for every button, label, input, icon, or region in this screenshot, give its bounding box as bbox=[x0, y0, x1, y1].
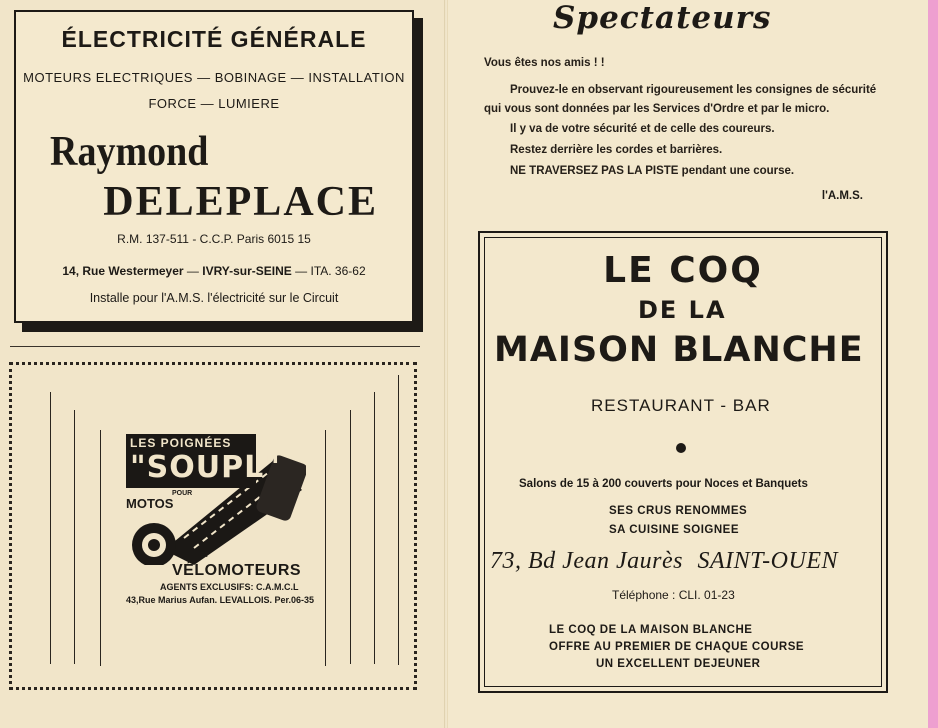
ad-shadow-right bbox=[414, 18, 423, 332]
coq-title-line1: LE COQ bbox=[603, 250, 763, 291]
vertical-rule bbox=[398, 375, 399, 665]
bullet-dot bbox=[676, 443, 686, 453]
spectateurs-line: NE TRAVERSEZ PAS LA PISTE pendant une course. bbox=[510, 165, 795, 177]
spectateurs-line: Vous êtes nos amis ! ! bbox=[484, 57, 605, 69]
coq-cuisine: SA CUISINE SOIGNEE bbox=[609, 524, 739, 536]
ad-shadow-bottom bbox=[22, 323, 423, 332]
soupl-heading: LES POIGNÉES bbox=[130, 436, 232, 450]
coq-telephone: Téléphone : CLI. 01-23 bbox=[612, 588, 735, 602]
vertical-rule bbox=[374, 392, 375, 664]
vertical-rule bbox=[50, 392, 51, 664]
soupl-et: ET bbox=[200, 552, 209, 559]
left-divider bbox=[10, 346, 420, 347]
coq-address-city: SAINT-OUEN bbox=[697, 548, 839, 574]
pink-edge bbox=[928, 0, 938, 728]
coq-title-line2: DE LA bbox=[638, 296, 727, 324]
vertical-rule bbox=[325, 430, 326, 666]
electricite-last-name: DELEPLACE bbox=[103, 179, 378, 225]
soupl-pour: POUR bbox=[172, 490, 193, 497]
electricite-phone: ITA. 36-62 bbox=[310, 264, 366, 278]
spectateurs-line: Prouvez-le en observant rigoureusement les consignes de sécurité bbox=[510, 84, 877, 96]
coq-title-line3: MAISON BLANCHE bbox=[494, 330, 864, 370]
spectateurs-line: Restez derrière les cordes et barrières. bbox=[510, 144, 723, 156]
spectateurs-line: Il y va de votre sécurité et de celle des coureurs. bbox=[510, 123, 775, 135]
vertical-rule bbox=[350, 410, 351, 664]
coq-address-street: 73, Bd Jean Jaurès bbox=[490, 548, 683, 574]
coq-address bbox=[490, 548, 838, 575]
electricite-title: ÉLECTRICITÉ GÉNÉRALE bbox=[61, 26, 367, 52]
electricite-ad bbox=[14, 10, 414, 323]
soupl-brand: "SOUPL" bbox=[130, 450, 281, 485]
electricite-registration: R.M. 137-511 - C.C.P. Paris 6015 15 bbox=[117, 232, 311, 246]
soupl-motos: MOTOS bbox=[126, 496, 174, 511]
electricite-first-name: Raymond bbox=[50, 128, 209, 176]
electricite-address bbox=[16, 264, 412, 278]
spectateurs-title: Spectateurs bbox=[553, 0, 772, 36]
coq-offer-line: UN EXCELLENT DEJEUNER bbox=[596, 658, 761, 670]
electricite-services-line2: FORCE — LUMIERE bbox=[148, 96, 280, 111]
coq-subtitle: RESTAURANT - BAR bbox=[591, 396, 771, 415]
coq-crus: SES CRUS RENOMMES bbox=[609, 505, 748, 517]
spectateurs-line: qui vous sont données par les Services d'Ordre et par le micro. bbox=[484, 103, 830, 115]
coq-offer-line: OFFRE AU PREMIER DE CHAQUE COURSE bbox=[549, 641, 805, 653]
vertical-rule bbox=[74, 410, 75, 664]
soupl-address: 43,Rue Marius Aufan. LEVALLOIS. Per.06-35 bbox=[126, 595, 315, 605]
page-fold bbox=[444, 0, 448, 728]
electricite-services-line1: MOTEURS ELECTRIQUES — BOBINAGE — INSTALLATION bbox=[23, 70, 405, 85]
electricite-city: IVRY-sur-SEINE bbox=[202, 264, 292, 278]
electricite-install-note: Installe pour l'A.M.S. l'électricité sur le Circuit bbox=[89, 291, 339, 305]
coq-offer-line: LE COQ DE LA MAISON BLANCHE bbox=[549, 624, 753, 636]
electricite-street: 14, Rue Westermeyer bbox=[62, 264, 184, 278]
soupl-agents: AGENTS EXCLUSIFS: C.A.M.C.L bbox=[160, 582, 299, 592]
vertical-rule bbox=[100, 430, 101, 666]
electricite-address-sep2: — bbox=[291, 264, 311, 278]
coq-salons: Salons de 15 à 200 couverts pour Noces et Banquets bbox=[519, 478, 808, 490]
soupl-velomoteurs: VÉLOMOTEURS bbox=[172, 562, 302, 579]
electricite-address-sep1: — bbox=[183, 264, 203, 278]
spectateurs-signature: l'A.M.S. bbox=[821, 190, 863, 202]
